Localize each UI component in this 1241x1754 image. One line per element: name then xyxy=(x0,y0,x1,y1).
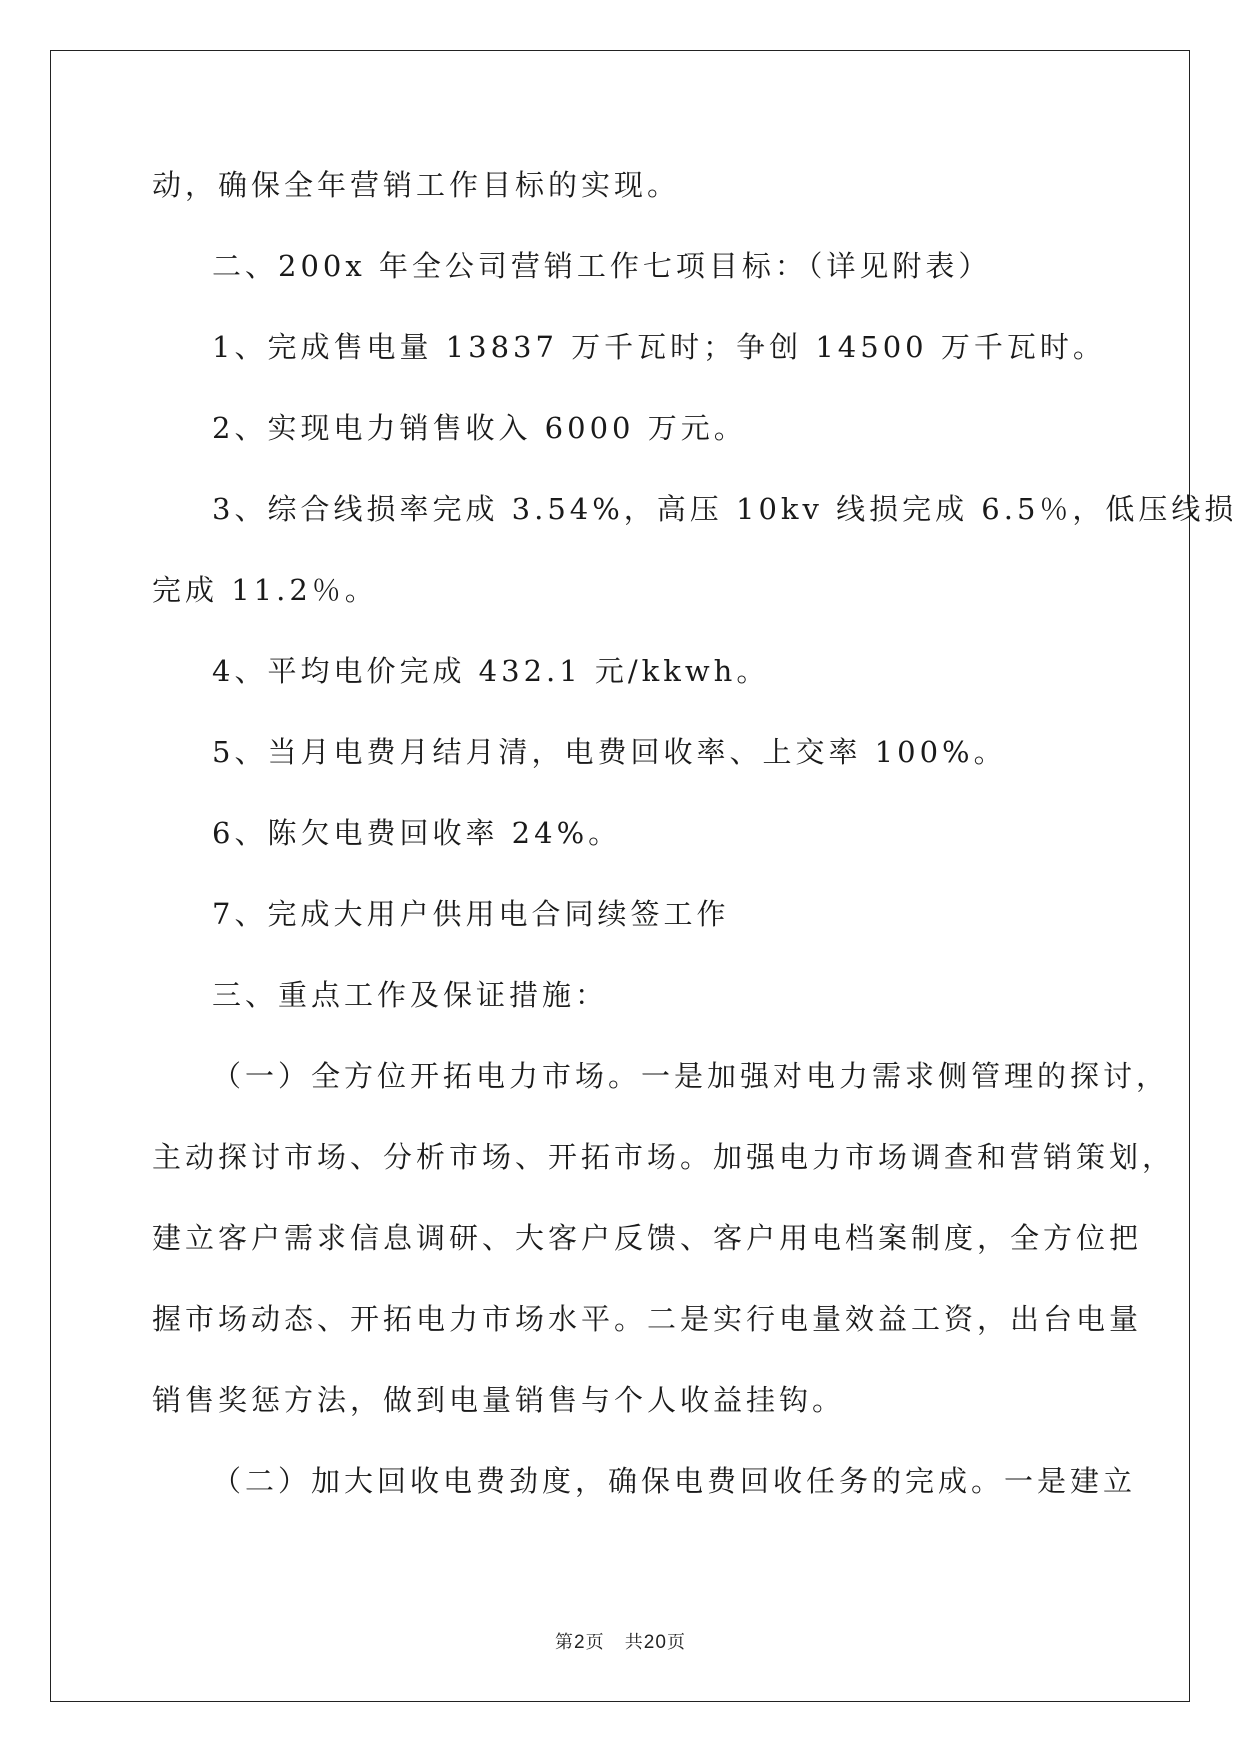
text-line: 握市场动态、开拓电力市场水平。二是实行电量效益工资，出台电量 xyxy=(152,1302,1143,1336)
footer-total-suffix: 页 xyxy=(666,1632,686,1653)
total-page-number: 20 xyxy=(643,1632,667,1653)
text-line: （二）加大回收电费劲度，确保电费回收任务的完成。一是建立 xyxy=(212,1464,1137,1498)
text-line: 二、200x 年全公司营销工作七项目标：（详见附表） xyxy=(212,249,992,283)
text-line: 1、完成售电量 13837 万千瓦时；争创 14500 万千瓦时。 xyxy=(212,330,1106,364)
text-line: 7、完成大用户供用电合同续签工作 xyxy=(212,897,730,931)
text-line: 动，确保全年营销工作目标的实现。 xyxy=(152,168,681,202)
text-line: 三、重点工作及保证措施： xyxy=(212,978,609,1012)
page-footer xyxy=(0,1628,1241,1654)
text-line: 4、平均电价完成 432.1 元/kkwh。 xyxy=(212,654,770,688)
text-line: 6、陈欠电费回收率 24%。 xyxy=(212,816,622,850)
text-line: 销售奖惩方法，做到电量销售与个人收益挂钩。 xyxy=(152,1383,846,1417)
page-border xyxy=(50,50,1190,1702)
text-line: 完成 11.2％。 xyxy=(152,573,378,607)
current-page-number: 2 xyxy=(574,1632,586,1653)
text-line: 5、当月电费月结月清，电费回收率、上交率 100%。 xyxy=(212,735,1007,769)
text-line: （一）全方位开拓电力市场。一是加强对电力需求侧管理的探讨， xyxy=(212,1059,1170,1093)
text-line: 2、实现电力销售收入 6000 万元。 xyxy=(212,411,747,445)
footer-total-prefix: 共 xyxy=(624,1632,644,1653)
text-line: 3、综合线损率完成 3.54%，高压 10kv 线损完成 6.5％，低压线损 xyxy=(212,492,1238,526)
footer-page-suffix: 页 xyxy=(585,1632,605,1653)
text-line: 建立客户需求信息调研、大客户反馈、客户用电档案制度，全方位把 xyxy=(152,1221,1143,1255)
footer-prefix: 第 xyxy=(555,1632,575,1653)
text-line: 主动探讨市场、分析市场、开拓市场。加强电力市场调查和营销策划， xyxy=(152,1140,1176,1174)
